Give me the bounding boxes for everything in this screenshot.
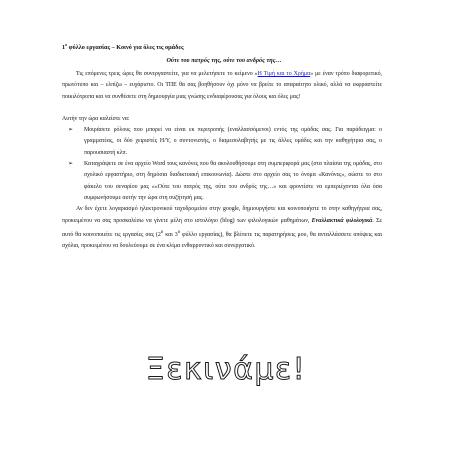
blog-name: Εναλλακτικά φιλολογικά — [311, 217, 373, 224]
arrow-right-icon: ➢ — [68, 161, 74, 168]
list-item: ➢ Καταγράψετε σε ένα αρχείο Word τους κανόνες που θα ακολουθήσουμε στη συμπεριφορά μας (στα πλαίσια της ομάδας, στο σχολικό εργαστήριο, στη δημόσια διαδικτυακή επικοινωνία). Δώστε στο αρχείο σας το όνομα «Κανόνες», σώστε το στο φάκελο του σεναρίου μας ««Ούτε του πατρός της, ούτε του ανδρός της…» και φροντίστε να εμπεριέχονται όλα όσα συμφωνήσουμε αυτήν την ώρα στη συζήτησή μας. — [68, 161, 382, 201]
arrow-right-icon: ➢ — [68, 127, 74, 134]
task-list — [62, 125, 382, 204]
worksheet-subtitle: Ούτε του πατρός της, ούτε του ανδρός της… — [166, 57, 282, 64]
intro-paragraph: Τις επόμενες τρεις ώρες θα συνεργαστείτε, για να μελετήσετε το κείμενο «Η Τιμή και το Χρήμα» με έναν τρόπο διαφορετικό, πρωτότυπο και – ελπίζω – ευχάριστο. Οι ΤΠΕ θα σας βοηθήσουν όχι μόνο να βρείτε το απαραίτητο υλικό, αλλά να εκφραστείτε ποικιλότροπα και να συνθέσετε στη δημιουργία μιας γνώσης ενδιαφέρουσας για όλους και όλες μας! — [62, 71, 383, 100]
worksheet-title — [62, 42, 184, 51]
list-item: ➢ Μοιράσετε ρόλους που μπορεί να είναι εκ περιτροπής (εναλλασσόμενοι) εντός της ομάδας σας. Για παράδειγμα: ο γραμματέας, οι δύο χειριστές Η/Υ, ο συντονιστής, ο διαμεσολαβητής με τις άλλες ομάδες και την καθηγήτρια σας, ο παρουσιαστή κλπ. — [68, 127, 382, 156]
paragraph-gap — [62, 103, 382, 114]
document-body — [62, 69, 382, 252]
blog-paragraph: Αν δεν έχετε λογαριασμό ηλεκτρονικού ταχυδρομείου στην google, δημιουργήστε και κοινοποιήστε το στην καθηγήτρια σας, προκειμένου να σας προσκαλέσω να γίνετε μέλη στο ιστολόγιο (blog) των φιλολογικών μαθημάτων, Εναλλακτικά φιλολογικά. Σε αυτό θα κοινοποιείτε τις εργασίες σας ($2^o$ και $3^o$ φύλλο εργασίας), θα βλέπετε τις παρατηρήσεις μου, θα ανταλλάσσετε απόψεις και σχόλια, προκειμένου να δουλεύουμε σε ένα κλίμα ενθαρρυντικό και συνεργατικό. — [62, 206, 383, 250]
title-number: 1 — [62, 44, 66, 52]
title-superscript: ο — [65, 42, 68, 47]
title-text: φύλλο εργασίας – Κοινό για όλες τις ομάδες — [67, 44, 184, 52]
start-banner: Ξεκινάμε! — [145, 352, 307, 387]
text-link[interactable]: Η Τιμή και το Χρήμα — [257, 71, 311, 77]
lead-paragraph: Αυτήν την ώρα καλείστε να: — [62, 115, 130, 122]
